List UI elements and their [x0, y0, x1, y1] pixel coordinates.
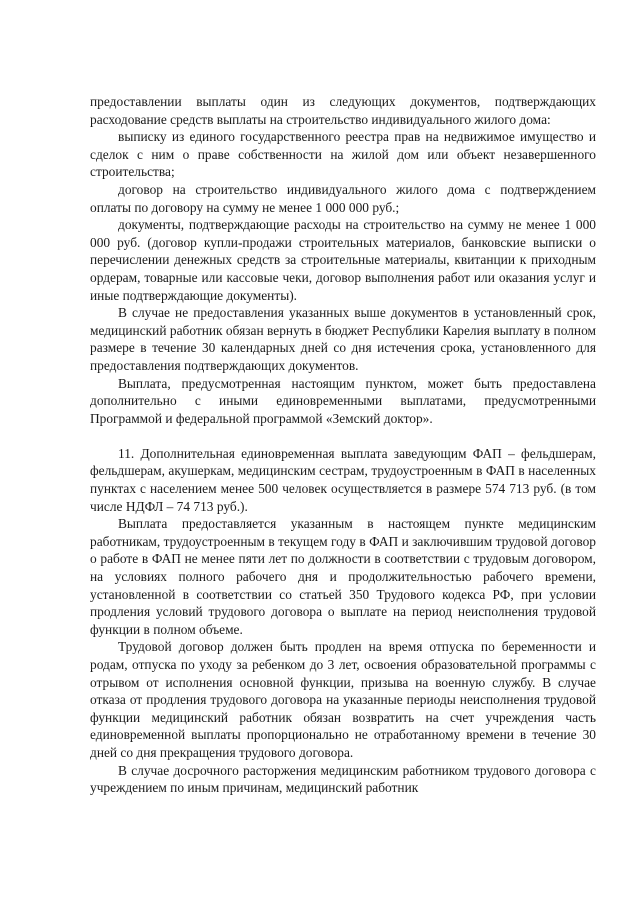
paragraph-egrp-extract: выписку из единого государственного реестра прав на недвижимое имущество и сделок с ним о праве собственности на жилой дом или объект незавершенного строительства;	[90, 129, 596, 180]
paragraph-contract-extension: Трудовой договор должен быть продлен на время отпуска по беременности и родам, отпуска по уходу за ребенком до 3 лет, освоения образовательной программы с отрывом от исполнения основной функции, призыва на военную службу. В случае отказа от продления трудового договора на указанные периоды неисполнения трудовой функции медицинский работник обязан возвратить на счет учреждения часть единовременной выплаты пропорционально не отработанному времени в течение 30 дней со дня прекращения трудового договора.	[90, 639, 596, 760]
document-page	[90, 93, 596, 797]
paragraph-payment-conditions: Выплата предоставляется указанным в настоящем пункте медицинским работникам, трудоустроенным в текущем году в ФАП и заключившим трудовой договор о работе в ФАП не менее пяти лет по должности в соответствии с трудовым договором, на условиях полного рабочего дня и продолжительностью рабочего времени, установленной в соответствии со статьей 350 Трудового кодекса РФ, при условии продления условий трудового договора о выплате на период неисполнения трудовой функции в полном объеме.	[90, 516, 596, 637]
paragraph-additional-payment: Выплата, предусмотренная настоящим пунктом, может быть предоставлена дополнительно с иными единовременными выплатами, предусмотренными Программой и федеральной программой «Земский доктор».	[90, 375, 596, 426]
paragraph-item-11: 11. Дополнительная единовременная выплата заведующим ФАП – фельдшерам, фельдшерам, акушеркам, медицинским сестрам, трудоустроенным в ФАП в населенных пунктах с населением менее 500 человек осуществляется в размере 574 713 руб. (в том числе НДФЛ – 74 713 руб.).	[90, 445, 596, 514]
paragraph-construction-contract: договор на строительство индивидуального жилого дома с подтверждением оплаты по договору на сумму не менее 1 000 000 руб.;	[90, 181, 596, 215]
paragraph-expense-documents: документы, подтверждающие расходы на строительство на сумму не менее 1 000 000 руб. (договор купли-продажи строительных материалов, банковские выписки о перечислении денежных средств за строительные материалы, квитанции к приходным ордерам, товарные или кассовые чеки, договор выполнения работ или оказания услуг и иные подтверждающие документы).	[90, 217, 596, 303]
paragraph-continuation: предоставлении выплаты один из следующих документов, подтверждающих расходование средств выплаты на строительство индивидуального жилого дома:	[90, 94, 596, 127]
paragraph-early-termination: В случае досрочного расторжения медицинским работником трудового договора с учреждением по иным причинам, медицинский работник	[90, 762, 596, 796]
paragraph-refund-obligation: В случае не предоставления указанных выше документов в установленный срок, медицинский работник обязан вернуть в бюджет Республики Карелия выплату в полном размере в течение 30 календарных дней со дня истечения срока, установленного для предоставления подтверждающих документов.	[90, 305, 596, 373]
